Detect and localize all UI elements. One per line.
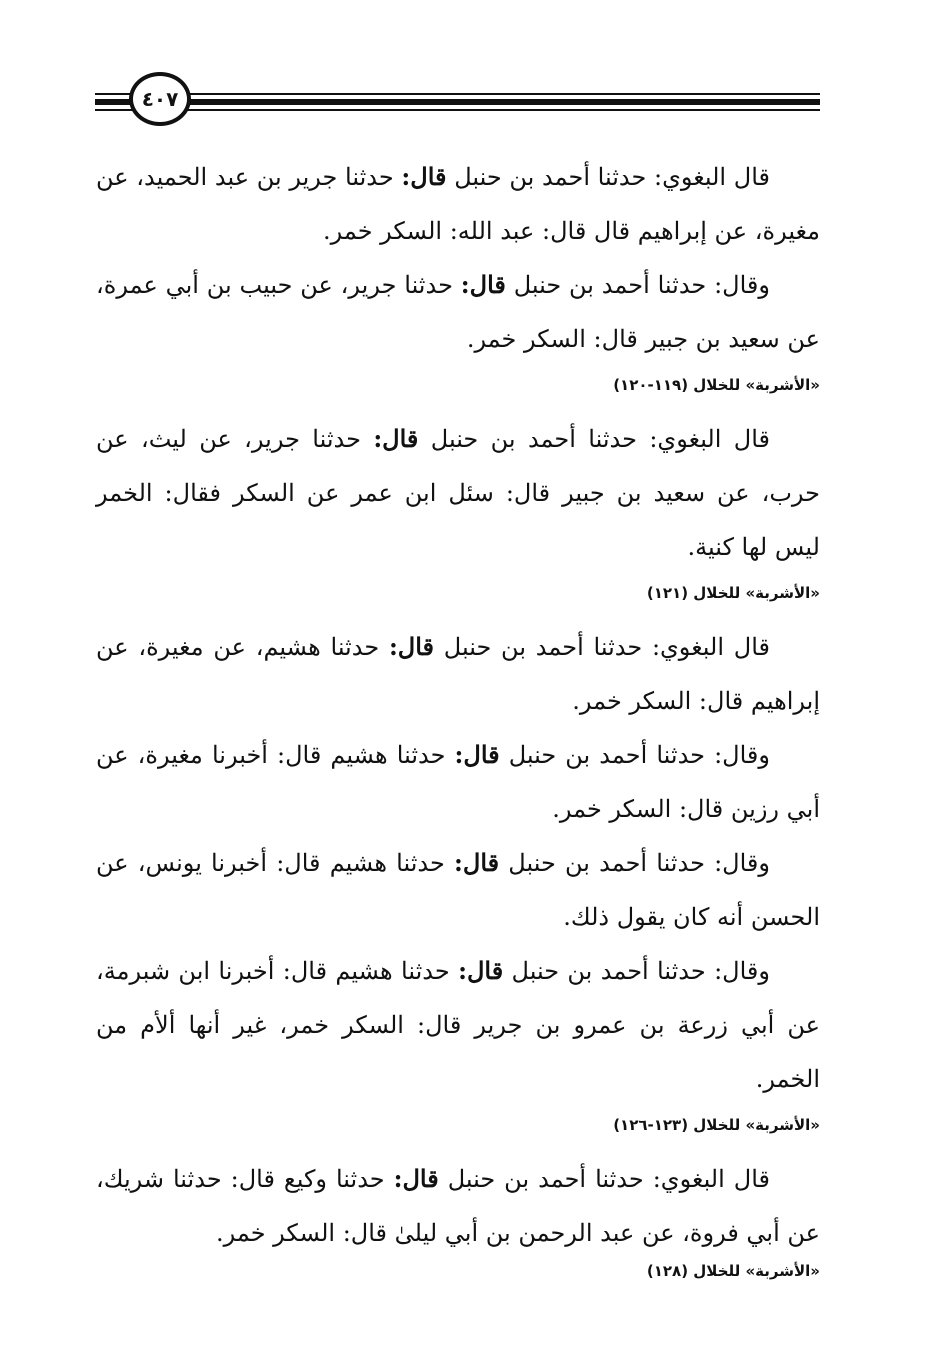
header-rule-top — [95, 93, 820, 95]
hadith-paragraph — [96, 258, 820, 366]
paragraph-bold-word: قال: — [393, 1164, 439, 1193]
paragraph-text: حدثنا هشيم قال: أخبرنا مغيرة، عن أبي رزين قال: السكر خمر. — [96, 741, 820, 823]
page-number-badge — [129, 72, 191, 126]
paragraph-text: حدثنا جرير، عن ليث، عن حرب، عن سعيد بن جبير قال: سئل ابن عمر عن السكر فقال: الخمر ليس لها كنية. — [96, 425, 820, 561]
paragraph-text: قال البغوي: حدثنا أحمد بن حنبل — [434, 633, 770, 661]
paragraph-bold-word: قال: — [460, 270, 506, 299]
paragraph-text: وقال: حدثنا أحمد بن حنبل — [503, 957, 770, 985]
paragraph-text: حدثنا هشيم، عن مغيرة، عن إبراهيم قال: السكر خمر. — [96, 633, 820, 715]
paragraph-text: حدثنا جرير، عن حبيب بن أبي عمرة، عن سعيد بن جبير قال: السكر خمر. — [96, 271, 820, 353]
hadith-paragraph — [96, 728, 820, 836]
paragraph-text: وقال: حدثنا أحمد بن حنبل — [499, 849, 770, 877]
paragraph-text: قال البغوي: حدثنا أحمد بن حنبل — [446, 163, 771, 191]
page-header — [95, 70, 820, 130]
paragraph-bold-word: قال: — [454, 740, 500, 769]
paragraph-text: حدثنا هشيم قال: أخبرنا ابن شبرمة، عن أبي زرعة بن عمرو بن جرير قال: السكر خمر، غير أنها ألأم من الخمر. — [96, 957, 820, 1093]
hadith-paragraph — [96, 836, 820, 944]
page-number: ٤٠٧ — [141, 87, 179, 111]
source-citation: «الأشربة» للخلال (١٢٨) — [646, 1262, 820, 1280]
hadith-paragraph — [96, 620, 820, 728]
source-citation: «الأشربة» للخلال (١٢١) — [646, 584, 820, 602]
hadith-paragraph — [96, 412, 820, 574]
header-rule-thick — [95, 99, 820, 105]
paragraph-bold-word: قال: — [454, 848, 500, 877]
paragraph-text: حدثنا جرير بن عبد الحميد، عن مغيرة، عن إبراهيم قال قال: عبد الله: السكر خمر. — [96, 163, 820, 245]
source-citation: «الأشربة» للخلال (١١٩-١٢٠) — [613, 376, 820, 394]
paragraph-bold-word: قال: — [373, 424, 419, 453]
paragraph-text: قال البغوي: حدثنا أحمد بن حنبل — [438, 1165, 770, 1193]
paragraph-text: قال البغوي: حدثنا أحمد بن حنبل — [418, 425, 771, 453]
paragraph-bold-word: قال: — [401, 162, 447, 191]
hadith-paragraph — [96, 1152, 820, 1260]
paragraph-text: وقال: حدثنا أحمد بن حنبل — [505, 271, 770, 299]
header-rule-bottom — [95, 109, 820, 111]
paragraph-text: حدثنا هشيم قال: أخبرنا يونس، عن الحسن أنه كان يقول ذلك. — [96, 849, 820, 931]
paragraph-text: حدثنا وكيع قال: حدثنا شريك، عن أبي فروة، عن عبد الرحمن بن أبي ليلىٰ قال: السكر خمر. — [96, 1165, 820, 1247]
hadith-paragraph — [96, 944, 820, 1106]
hadith-paragraph — [96, 150, 820, 258]
paragraph-bold-word: قال: — [388, 632, 435, 661]
source-citation: «الأشربة» للخلال (١٢٣-١٢٦) — [613, 1116, 820, 1134]
paragraph-text: وقال: حدثنا أحمد بن حنبل — [499, 741, 770, 769]
page-body — [96, 150, 820, 1282]
paragraph-bold-word: قال: — [458, 956, 504, 985]
